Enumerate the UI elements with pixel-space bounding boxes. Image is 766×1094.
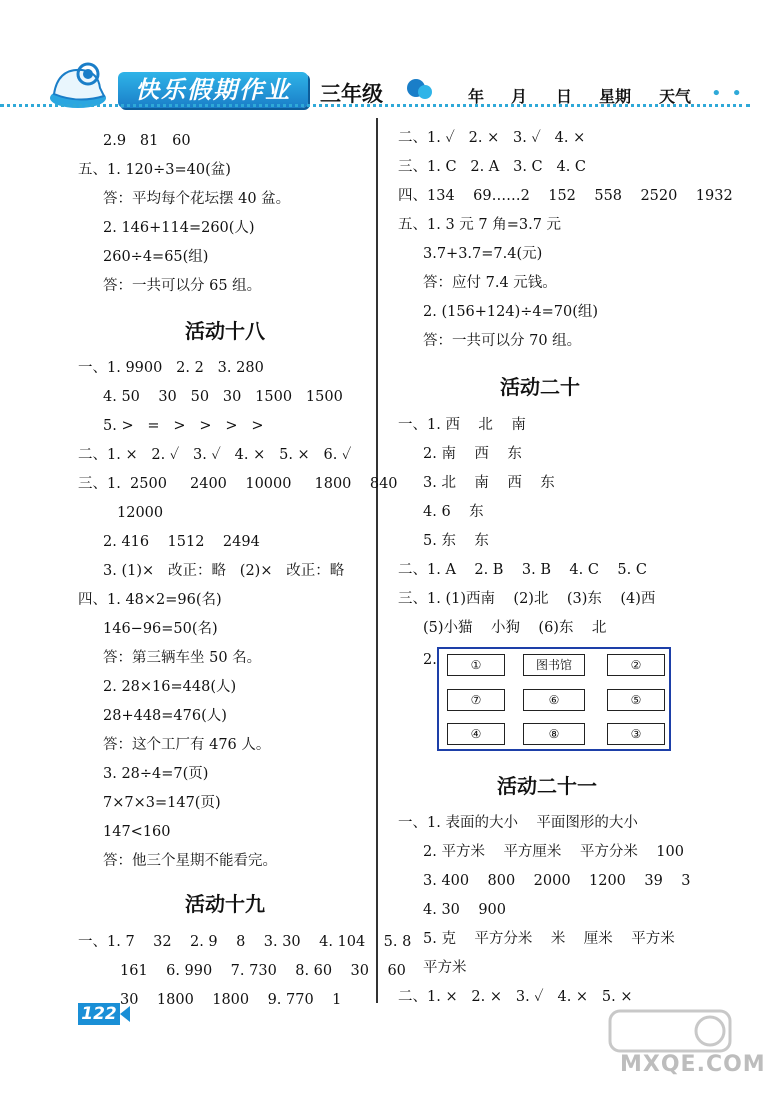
answer-line: 2. 416 1512 2494: [103, 534, 260, 550]
header-dots: • •: [711, 83, 744, 104]
month-label: 月: [511, 87, 528, 106]
answer-line: 四、1. 48×2=96(名): [78, 592, 222, 608]
header-dotted-rule: [0, 104, 750, 107]
answer-line: 答：一共可以分 70 组。: [423, 333, 582, 349]
answer-line: 2. 南 西 东: [423, 446, 522, 462]
answer-line: 2. (156+124)÷4=70(组): [423, 304, 599, 320]
answer-line: 4. 50 30 50 30 1500 1500: [103, 389, 343, 405]
answer-line: 2. 28×16=448(人): [103, 679, 237, 695]
answer-line: 147<160: [103, 824, 171, 840]
answer-line: 3. 400 800 2000 1200 39 3: [423, 873, 691, 889]
shoe-logo-icon: [48, 58, 110, 110]
answer-line: 260÷4=65(组): [103, 249, 209, 265]
weather-label: 天气: [659, 87, 692, 106]
answer-line: 三、1. 2500 2400 10000 1800 840: [78, 476, 398, 492]
day-label: 日: [556, 87, 573, 106]
watermark-logo-icon: [600, 1005, 740, 1090]
answer-line: 二、1. A 2. B 3. B 4. C 5. C: [398, 562, 647, 578]
answer-line: 四、134 69……2 152 558 2520 1932: [398, 188, 733, 204]
answer-line: 二、1. × 2. × 3. ✓ 4. × 5. ×: [398, 989, 633, 1005]
page-number-arrow-icon: [120, 1006, 130, 1022]
workbook-title: 快乐假期作业: [118, 72, 308, 108]
grade-label: 三年级: [320, 82, 383, 106]
map-cell: ⑦: [447, 689, 505, 711]
map-cell: ③: [607, 723, 665, 745]
answer-line: 5. 东 东: [423, 533, 489, 549]
section-heading: 活动二十一: [497, 774, 597, 798]
answer-line: 12000: [117, 505, 164, 521]
answer-line: 平方米: [423, 960, 467, 976]
answer-line: 二、1. × 2. ✓ 3. ✓ 4. × 5. × 6. ✓: [78, 447, 352, 463]
answer-line: 146−96=50(名): [103, 621, 218, 637]
section-heading: 活动二十: [500, 375, 580, 399]
answer-line: 2. 平方米 平方厘米 平方分米 100: [423, 844, 684, 860]
map-cell: ⑤: [607, 689, 665, 711]
answer-line: 3.7+3.7=7.4(元): [423, 246, 543, 262]
answer-line: (5)小猫 小狗 (6)东 北: [423, 620, 607, 636]
answer-line: 答：一共可以分 65 组。: [103, 278, 262, 294]
section-heading: 活动十八: [185, 319, 265, 343]
answer-line: 5. > = > > > >: [103, 418, 264, 434]
answer-line: 答：应付 7.4 元钱。: [423, 275, 557, 291]
map-cell: ①: [447, 654, 505, 676]
answer-line: 2.: [423, 652, 437, 668]
answer-line: 答：他三个星期不能看完。: [103, 853, 277, 869]
map-cell: ⑧: [523, 723, 585, 745]
answer-line: 答：第三辆车坐 50 名。: [103, 650, 262, 666]
page-number: 122: [78, 1003, 120, 1025]
answer-line: 7×7×3=147(页): [103, 795, 221, 811]
answer-line: 3. (1)× 改正：略 (2)× 改正：略: [103, 563, 345, 579]
answer-line: 一、1. 西 北 南: [398, 417, 526, 433]
answer-line: 答：这个工厂有 476 人。: [103, 737, 271, 753]
answer-line: 一、1. 表面的大小 平面图形的大小: [398, 815, 638, 831]
column-divider: [376, 118, 378, 1003]
answer-line: 2. 146+114=260(人): [103, 220, 255, 236]
map-cell-library: 图书馆: [523, 654, 585, 676]
answer-line: 30 1800 1800 9. 770 1: [120, 992, 342, 1008]
watermark-text: MXQE.COM: [620, 1052, 766, 1077]
section-heading: 活动十九: [185, 892, 265, 916]
answer-line: 28+448=476(人): [103, 708, 227, 724]
answer-line: 五、1. 3 元 7 角=3.7 元: [398, 217, 562, 233]
answer-line: 3. 北 南 西 东: [423, 475, 555, 491]
ball-icon: [405, 77, 433, 101]
answer-line: 4. 6 东: [423, 504, 484, 520]
answer-line: 二、1. ✓ 2. × 3. ✓ 4. ×: [398, 130, 586, 146]
answer-line: 五、1. 120÷3=40(盆): [78, 162, 231, 178]
answer-line: 一、1. 7 32 2. 9 8 3. 30 4. 104 5. 8: [78, 934, 412, 950]
year-label: 年: [468, 87, 485, 106]
map-cell: ②: [607, 654, 665, 676]
answer-line: 三、1. (1)西南 (2)北 (3)东 (4)西: [398, 591, 656, 607]
answer-line: 2.9 81 60: [103, 133, 191, 149]
library-map-diagram: [437, 647, 671, 751]
map-cell: ⑥: [523, 689, 585, 711]
answer-line: 一、1. 9900 2. 2 3. 280: [78, 360, 264, 376]
answer-line: 4. 30 900: [423, 902, 507, 918]
page-header: [0, 0, 750, 115]
answer-line: 3. 28÷4=7(页): [103, 766, 209, 782]
weekday-label: 星期: [599, 87, 632, 106]
answer-line: 三、1. C 2. A 3. C 4. C: [398, 159, 587, 175]
answer-line: 5. 克 平方分米 米 厘米 平方米: [423, 931, 675, 947]
answer-line: 161 6. 990 7. 730 8. 60 30 60: [120, 963, 406, 979]
map-cell: ④: [447, 723, 505, 745]
answer-line: 答：平均每个花坛摆 40 盆。: [103, 191, 291, 207]
